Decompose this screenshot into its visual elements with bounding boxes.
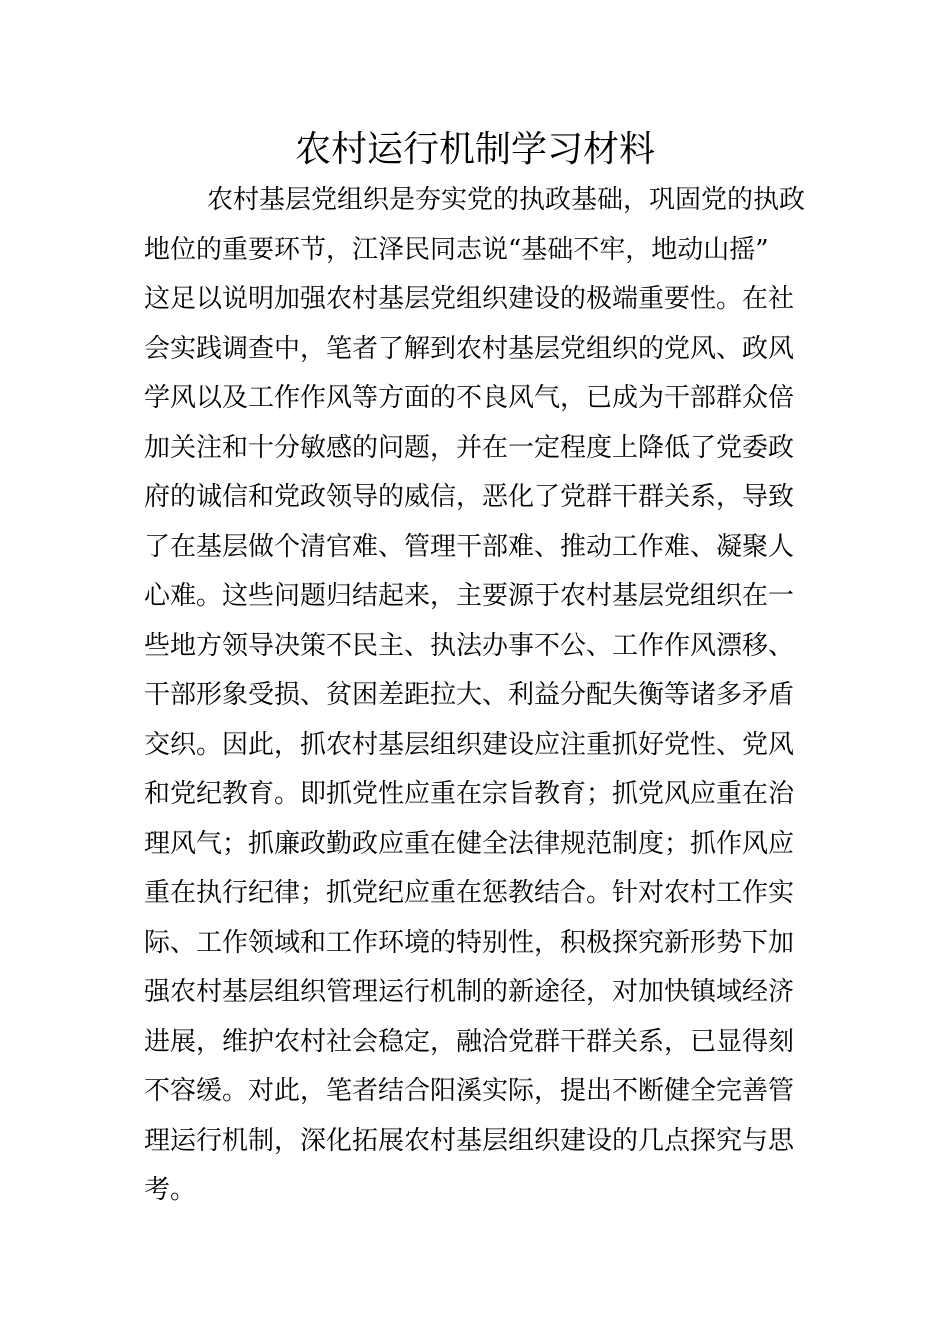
text-line: 不容缓。对此，笔者结合阳溪实际，提出不断健全完善管 — [144, 1076, 795, 1106]
text-line: 干部形象受损、贫困差距拉大、利益分配失衡等诸多矛盾 — [144, 680, 795, 710]
text-line: 了在基层做个清官难、管理干部难、推动工作难、凝聚人 — [144, 531, 795, 562]
text-line: 理风气；抓廉政勤政应重在健全法律规范制度；抓作风应 — [144, 828, 795, 859]
text-line: 些地方领导决策不民主、执法办事不公、工作作风漂移、 — [144, 630, 795, 661]
text-line: 学风以及工作作风等方面的不良风气，已成为干部群众倍 — [144, 383, 795, 413]
text-line: 交织。因此，抓农村基层组织建设应注重抓好党性、党风 — [144, 729, 795, 760]
text-line: 会实践调查中，笔者了解到农村基层党组织的党风、政风 — [144, 333, 795, 364]
text-line: 农村基层党组织是夯实党的执政基础，巩固党的执政 — [207, 185, 806, 215]
document-body — [144, 176, 809, 1216]
text-line: 地位的重要环节，江泽民同志说“基础不牢，地动山摇” — [144, 234, 769, 265]
text-line: 这足以说明加强农村基层党组织建设的极端重要性。在社 — [144, 284, 795, 314]
text-line: 府的诚信和党政领导的威信，恶化了党群干群关系，导致 — [144, 482, 795, 512]
text-line: 考。 — [144, 1175, 197, 1205]
text-line: 心难。这些问题归结起来，主要源于农村基层党组织在一 — [144, 581, 795, 611]
document-title: 农村运行机制学习材料 — [294, 129, 655, 170]
text-line: 重在执行纪律；抓党纪应重在惩教结合。针对农村工作实 — [144, 878, 795, 908]
text-line: 际、工作领域和工作环境的特别性，积极探究新形势下加 — [144, 927, 795, 958]
text-line: 加关注和十分敏感的问题，并在一定程度上降低了党委政 — [144, 432, 795, 463]
text-line: 和党纪教育。即抓党性应重在宗旨教育；抓党风应重在治 — [144, 779, 795, 809]
text-line: 强农村基层组织管理运行机制的新途径，对加快镇域经济 — [144, 977, 795, 1007]
text-line: 理运行机制，深化拓展农村基层组织建设的几点探究与思 — [144, 1125, 795, 1156]
text-line: 进展，维护农村社会稳定，融洽党群干群关系，已显得刻 — [144, 1026, 795, 1057]
